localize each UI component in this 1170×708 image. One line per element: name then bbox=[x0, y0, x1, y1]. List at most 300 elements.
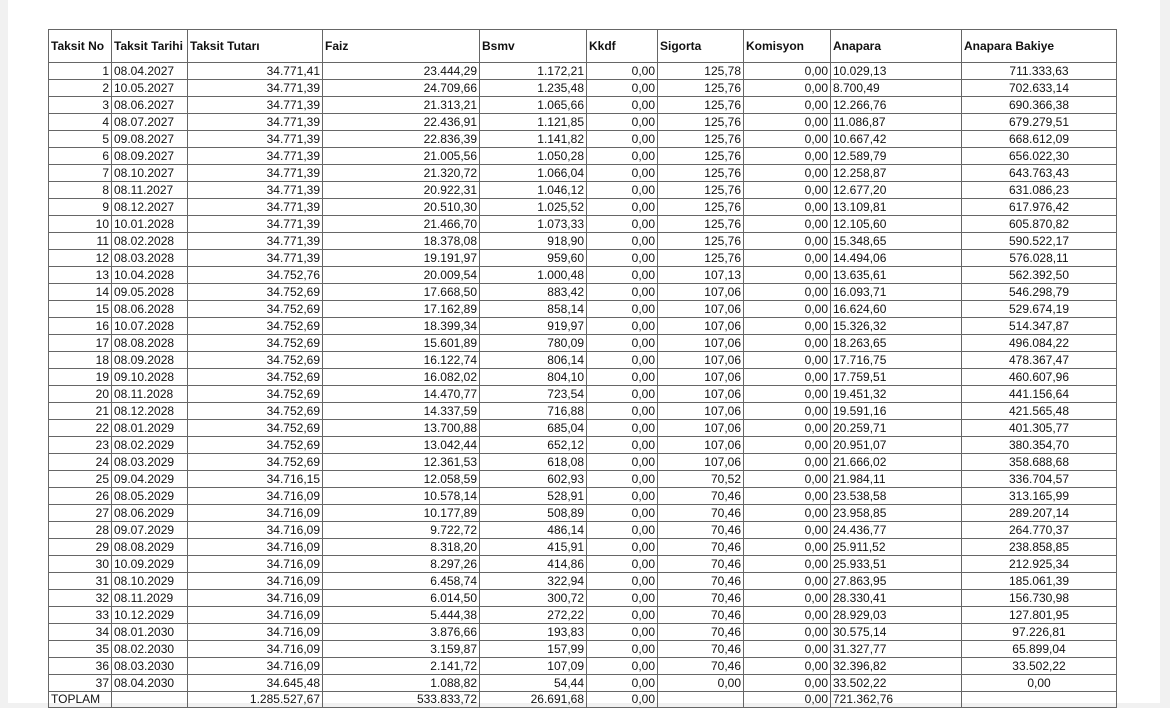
cell-kkdf: 0,00 bbox=[587, 386, 658, 403]
table-row bbox=[49, 386, 1117, 403]
cell-interest: 13.042,44 bbox=[323, 437, 480, 454]
cell-insurance: 107,06 bbox=[658, 318, 744, 335]
cell-amount: 34.771,39 bbox=[188, 250, 323, 267]
cell-bsmv: 107,09 bbox=[480, 658, 587, 675]
cell-amount: 34.752,69 bbox=[188, 284, 323, 301]
cell-balance: 668.612,09 bbox=[962, 131, 1117, 148]
cell-date: 08.10.2029 bbox=[112, 573, 188, 590]
cell-bsmv: 716,88 bbox=[480, 403, 587, 420]
cell-date: 08.01.2030 bbox=[112, 624, 188, 641]
table-row bbox=[49, 556, 1117, 573]
table-row bbox=[49, 148, 1117, 165]
table-row bbox=[49, 131, 1117, 148]
cell-date: 08.07.2027 bbox=[112, 114, 188, 131]
cell-date: 08.12.2027 bbox=[112, 199, 188, 216]
table-row bbox=[49, 675, 1117, 692]
cell-amount: 34.752,69 bbox=[188, 318, 323, 335]
cell-commission: 0,00 bbox=[744, 675, 831, 692]
header-taksit-no: Taksit No bbox=[49, 30, 112, 63]
cell-bsmv: 414,86 bbox=[480, 556, 587, 573]
table-row bbox=[49, 505, 1117, 522]
cell-bsmv: 1.141,82 bbox=[480, 131, 587, 148]
cell-principal: 19.591,16 bbox=[831, 403, 962, 420]
cell-principal: 12.266,76 bbox=[831, 97, 962, 114]
cell-principal: 28.929,03 bbox=[831, 607, 962, 624]
cell-amount: 34.771,39 bbox=[188, 80, 323, 97]
cell-principal: 10.029,13 bbox=[831, 63, 962, 80]
cell-interest: 1.088,82 bbox=[323, 675, 480, 692]
cell-date: 08.01.2029 bbox=[112, 420, 188, 437]
table-row bbox=[49, 488, 1117, 505]
cell-bsmv: 685,04 bbox=[480, 420, 587, 437]
cell-no: 11 bbox=[49, 233, 112, 250]
cell-insurance: 125,76 bbox=[658, 233, 744, 250]
cell-insurance: 125,76 bbox=[658, 114, 744, 131]
cell-date: 08.08.2029 bbox=[112, 539, 188, 556]
cell-date: 08.03.2028 bbox=[112, 250, 188, 267]
cell-principal: 21.666,02 bbox=[831, 454, 962, 471]
cell-date: 08.11.2029 bbox=[112, 590, 188, 607]
cell-principal: 20.259,71 bbox=[831, 420, 962, 437]
cell-date: 08.11.2027 bbox=[112, 182, 188, 199]
cell-amount: 34.771,41 bbox=[188, 63, 323, 80]
cell-no: 31 bbox=[49, 573, 112, 590]
table-body bbox=[49, 63, 1117, 692]
cell-kkdf: 0,00 bbox=[587, 352, 658, 369]
cell-commission: 0,00 bbox=[744, 318, 831, 335]
table-row bbox=[49, 216, 1117, 233]
cell-interest: 17.668,50 bbox=[323, 284, 480, 301]
cell-kkdf: 0,00 bbox=[587, 250, 658, 267]
cell-insurance: 70,52 bbox=[658, 471, 744, 488]
table-row bbox=[49, 590, 1117, 607]
table-row bbox=[49, 284, 1117, 301]
cell-no: 28 bbox=[49, 522, 112, 539]
cell-date: 09.08.2027 bbox=[112, 131, 188, 148]
cell-insurance: 125,78 bbox=[658, 63, 744, 80]
cell-date: 10.07.2028 bbox=[112, 318, 188, 335]
cell-bsmv: 1.000,48 bbox=[480, 267, 587, 284]
cell-kkdf: 0,00 bbox=[587, 131, 658, 148]
cell-bsmv: 1.235,48 bbox=[480, 80, 587, 97]
cell-bsmv: 528,91 bbox=[480, 488, 587, 505]
cell-bsmv: 1.172,21 bbox=[480, 63, 587, 80]
total-principal: 721.362,76 bbox=[831, 692, 962, 708]
cell-kkdf: 0,00 bbox=[587, 420, 658, 437]
cell-interest: 18.399,34 bbox=[323, 318, 480, 335]
cell-balance: 336.704,57 bbox=[962, 471, 1117, 488]
cell-no: 32 bbox=[49, 590, 112, 607]
cell-kkdf: 0,00 bbox=[587, 454, 658, 471]
cell-balance: 562.392,50 bbox=[962, 267, 1117, 284]
cell-principal: 12.589,79 bbox=[831, 148, 962, 165]
cell-amount: 34.771,39 bbox=[188, 199, 323, 216]
cell-interest: 6.014,50 bbox=[323, 590, 480, 607]
table-row bbox=[49, 318, 1117, 335]
total-row bbox=[49, 692, 1117, 708]
cell-date: 10.05.2027 bbox=[112, 80, 188, 97]
cell-no: 14 bbox=[49, 284, 112, 301]
cell-balance: 478.367,47 bbox=[962, 352, 1117, 369]
cell-commission: 0,00 bbox=[744, 590, 831, 607]
cell-kkdf: 0,00 bbox=[587, 522, 658, 539]
cell-interest: 5.444,38 bbox=[323, 607, 480, 624]
cell-commission: 0,00 bbox=[744, 624, 831, 641]
table-row bbox=[49, 522, 1117, 539]
cell-amount: 34.771,39 bbox=[188, 114, 323, 131]
cell-insurance: 70,46 bbox=[658, 539, 744, 556]
cell-principal: 12.677,20 bbox=[831, 182, 962, 199]
cell-commission: 0,00 bbox=[744, 505, 831, 522]
cell-principal: 13.635,61 bbox=[831, 267, 962, 284]
cell-principal: 12.258,87 bbox=[831, 165, 962, 182]
cell-balance: 127.801,95 bbox=[962, 607, 1117, 624]
cell-principal: 19.451,32 bbox=[831, 386, 962, 403]
cell-kkdf: 0,00 bbox=[587, 658, 658, 675]
cell-insurance: 0,00 bbox=[658, 675, 744, 692]
table-row bbox=[49, 641, 1117, 658]
cell-bsmv: 858,14 bbox=[480, 301, 587, 318]
cell-insurance: 125,76 bbox=[658, 199, 744, 216]
table-row bbox=[49, 454, 1117, 471]
cell-no: 15 bbox=[49, 301, 112, 318]
cell-balance: 529.674,19 bbox=[962, 301, 1117, 318]
cell-amount: 34.645,48 bbox=[188, 675, 323, 692]
cell-no: 13 bbox=[49, 267, 112, 284]
cell-principal: 16.093,71 bbox=[831, 284, 962, 301]
cell-interest: 13.700,88 bbox=[323, 420, 480, 437]
header-taksit-tutari: Taksit Tutarı bbox=[188, 30, 323, 63]
header-kkdf: Kkdf bbox=[587, 30, 658, 63]
cell-date: 08.12.2028 bbox=[112, 403, 188, 420]
cell-date: 08.06.2028 bbox=[112, 301, 188, 318]
cell-bsmv: 1.025,52 bbox=[480, 199, 587, 216]
cell-no: 20 bbox=[49, 386, 112, 403]
cell-amount: 34.752,69 bbox=[188, 335, 323, 352]
header-anapara: Anapara bbox=[831, 30, 962, 63]
cell-insurance: 107,06 bbox=[658, 454, 744, 471]
cell-amount: 34.716,09 bbox=[188, 590, 323, 607]
cell-commission: 0,00 bbox=[744, 335, 831, 352]
cell-bsmv: 618,08 bbox=[480, 454, 587, 471]
table-row bbox=[49, 233, 1117, 250]
cell-date: 08.10.2027 bbox=[112, 165, 188, 182]
header-komisyon: Komisyon bbox=[744, 30, 831, 63]
cell-balance: 421.565,48 bbox=[962, 403, 1117, 420]
table-row bbox=[49, 539, 1117, 556]
cell-bsmv: 157,99 bbox=[480, 641, 587, 658]
cell-date: 09.04.2029 bbox=[112, 471, 188, 488]
cell-insurance: 107,13 bbox=[658, 267, 744, 284]
total-insurance bbox=[658, 692, 744, 708]
table-row bbox=[49, 624, 1117, 641]
cell-kkdf: 0,00 bbox=[587, 216, 658, 233]
cell-bsmv: 415,91 bbox=[480, 539, 587, 556]
cell-insurance: 125,76 bbox=[658, 165, 744, 182]
cell-amount: 34.771,39 bbox=[188, 233, 323, 250]
cell-date: 08.02.2030 bbox=[112, 641, 188, 658]
total-balance bbox=[962, 692, 1117, 708]
cell-balance: 711.333,63 bbox=[962, 63, 1117, 80]
cell-insurance: 125,76 bbox=[658, 131, 744, 148]
cell-principal: 14.494,06 bbox=[831, 250, 962, 267]
cell-kkdf: 0,00 bbox=[587, 573, 658, 590]
cell-kkdf: 0,00 bbox=[587, 607, 658, 624]
table-row bbox=[49, 369, 1117, 386]
cell-insurance: 107,06 bbox=[658, 403, 744, 420]
cell-kkdf: 0,00 bbox=[587, 267, 658, 284]
cell-date: 10.01.2028 bbox=[112, 216, 188, 233]
cell-bsmv: 1.073,33 bbox=[480, 216, 587, 233]
cell-no: 35 bbox=[49, 641, 112, 658]
cell-date: 08.09.2027 bbox=[112, 148, 188, 165]
cell-commission: 0,00 bbox=[744, 199, 831, 216]
cell-no: 34 bbox=[49, 624, 112, 641]
cell-interest: 21.005,56 bbox=[323, 148, 480, 165]
cell-date: 08.04.2030 bbox=[112, 675, 188, 692]
cell-commission: 0,00 bbox=[744, 471, 831, 488]
cell-balance: 441.156,64 bbox=[962, 386, 1117, 403]
table-row bbox=[49, 80, 1117, 97]
cell-commission: 0,00 bbox=[744, 216, 831, 233]
cell-commission: 0,00 bbox=[744, 80, 831, 97]
cell-amount: 34.752,69 bbox=[188, 420, 323, 437]
cell-principal: 17.759,51 bbox=[831, 369, 962, 386]
cell-interest: 22.436,91 bbox=[323, 114, 480, 131]
cell-commission: 0,00 bbox=[744, 522, 831, 539]
cell-interest: 24.709,66 bbox=[323, 80, 480, 97]
header-anapara-bakiye: Anapara Bakiye bbox=[962, 30, 1117, 63]
cell-no: 24 bbox=[49, 454, 112, 471]
table-row bbox=[49, 573, 1117, 590]
cell-no: 10 bbox=[49, 216, 112, 233]
cell-principal: 25.911,52 bbox=[831, 539, 962, 556]
cell-amount: 34.716,15 bbox=[188, 471, 323, 488]
cell-insurance: 125,76 bbox=[658, 182, 744, 199]
cell-date: 08.03.2029 bbox=[112, 454, 188, 471]
cell-bsmv: 780,09 bbox=[480, 335, 587, 352]
cell-date: 10.09.2029 bbox=[112, 556, 188, 573]
cell-interest: 12.361,53 bbox=[323, 454, 480, 471]
cell-bsmv: 1.046,12 bbox=[480, 182, 587, 199]
cell-balance: 690.366,38 bbox=[962, 97, 1117, 114]
cell-interest: 20.009,54 bbox=[323, 267, 480, 284]
cell-balance: 514.347,87 bbox=[962, 318, 1117, 335]
cell-principal: 28.330,41 bbox=[831, 590, 962, 607]
cell-kkdf: 0,00 bbox=[587, 675, 658, 692]
cell-bsmv: 300,72 bbox=[480, 590, 587, 607]
table-row bbox=[49, 352, 1117, 369]
cell-balance: 185.061,39 bbox=[962, 573, 1117, 590]
cell-date: 08.03.2030 bbox=[112, 658, 188, 675]
cell-principal: 8.700,49 bbox=[831, 80, 962, 97]
cell-no: 6 bbox=[49, 148, 112, 165]
cell-kkdf: 0,00 bbox=[587, 369, 658, 386]
cell-principal: 20.951,07 bbox=[831, 437, 962, 454]
cell-bsmv: 193,83 bbox=[480, 624, 587, 641]
cell-no: 3 bbox=[49, 97, 112, 114]
cell-principal: 23.958,85 bbox=[831, 505, 962, 522]
cell-interest: 16.122,74 bbox=[323, 352, 480, 369]
total-commission: 0,00 bbox=[744, 692, 831, 708]
cell-balance: 238.858,85 bbox=[962, 539, 1117, 556]
cell-no: 2 bbox=[49, 80, 112, 97]
cell-commission: 0,00 bbox=[744, 386, 831, 403]
cell-commission: 0,00 bbox=[744, 301, 831, 318]
cell-kkdf: 0,00 bbox=[587, 165, 658, 182]
cell-balance: 156.730,98 bbox=[962, 590, 1117, 607]
table-row bbox=[49, 199, 1117, 216]
cell-date: 09.05.2028 bbox=[112, 284, 188, 301]
cell-insurance: 70,46 bbox=[658, 505, 744, 522]
header-taksit-tarihi: Taksit Tarihi bbox=[112, 30, 188, 63]
cell-commission: 0,00 bbox=[744, 556, 831, 573]
cell-interest: 19.191,97 bbox=[323, 250, 480, 267]
cell-commission: 0,00 bbox=[744, 250, 831, 267]
cell-interest: 3.876,66 bbox=[323, 624, 480, 641]
cell-amount: 34.752,69 bbox=[188, 301, 323, 318]
cell-insurance: 125,76 bbox=[658, 250, 744, 267]
cell-commission: 0,00 bbox=[744, 658, 831, 675]
cell-amount: 34.716,09 bbox=[188, 539, 323, 556]
cell-kkdf: 0,00 bbox=[587, 539, 658, 556]
cell-commission: 0,00 bbox=[744, 539, 831, 556]
cell-bsmv: 806,14 bbox=[480, 352, 587, 369]
cell-insurance: 70,46 bbox=[658, 607, 744, 624]
cell-no: 5 bbox=[49, 131, 112, 148]
cell-date: 09.10.2028 bbox=[112, 369, 188, 386]
cell-commission: 0,00 bbox=[744, 97, 831, 114]
cell-amount: 34.716,09 bbox=[188, 624, 323, 641]
cell-interest: 17.162,89 bbox=[323, 301, 480, 318]
cell-interest: 2.141,72 bbox=[323, 658, 480, 675]
table-row bbox=[49, 420, 1117, 437]
cell-date: 08.11.2028 bbox=[112, 386, 188, 403]
cell-balance: 617.976,42 bbox=[962, 199, 1117, 216]
cell-balance: 631.086,23 bbox=[962, 182, 1117, 199]
cell-insurance: 70,46 bbox=[658, 590, 744, 607]
cell-interest: 21.313,21 bbox=[323, 97, 480, 114]
cell-interest: 21.320,72 bbox=[323, 165, 480, 182]
cell-principal: 15.348,65 bbox=[831, 233, 962, 250]
cell-bsmv: 602,93 bbox=[480, 471, 587, 488]
cell-commission: 0,00 bbox=[744, 148, 831, 165]
cell-amount: 34.716,09 bbox=[188, 488, 323, 505]
cell-bsmv: 723,54 bbox=[480, 386, 587, 403]
cell-balance: 313.165,99 bbox=[962, 488, 1117, 505]
table-row bbox=[49, 97, 1117, 114]
cell-kkdf: 0,00 bbox=[587, 233, 658, 250]
cell-commission: 0,00 bbox=[744, 607, 831, 624]
cell-amount: 34.771,39 bbox=[188, 165, 323, 182]
cell-amount: 34.716,09 bbox=[188, 607, 323, 624]
cell-no: 23 bbox=[49, 437, 112, 454]
cell-principal: 31.327,77 bbox=[831, 641, 962, 658]
cell-no: 16 bbox=[49, 318, 112, 335]
total-interest: 533.833,72 bbox=[323, 692, 480, 708]
cell-balance: 656.022,30 bbox=[962, 148, 1117, 165]
cell-no: 22 bbox=[49, 420, 112, 437]
cell-amount: 34.771,39 bbox=[188, 182, 323, 199]
cell-amount: 34.716,09 bbox=[188, 573, 323, 590]
cell-date: 10.12.2029 bbox=[112, 607, 188, 624]
cell-no: 21 bbox=[49, 403, 112, 420]
cell-principal: 25.933,51 bbox=[831, 556, 962, 573]
cell-kkdf: 0,00 bbox=[587, 437, 658, 454]
cell-interest: 6.458,74 bbox=[323, 573, 480, 590]
cell-insurance: 107,06 bbox=[658, 386, 744, 403]
cell-commission: 0,00 bbox=[744, 182, 831, 199]
cell-balance: 643.763,43 bbox=[962, 165, 1117, 182]
cell-no: 7 bbox=[49, 165, 112, 182]
cell-commission: 0,00 bbox=[744, 233, 831, 250]
cell-kkdf: 0,00 bbox=[587, 590, 658, 607]
cell-kkdf: 0,00 bbox=[587, 182, 658, 199]
cell-interest: 22.836,39 bbox=[323, 131, 480, 148]
cell-insurance: 70,46 bbox=[658, 488, 744, 505]
cell-principal: 24.436,77 bbox=[831, 522, 962, 539]
cell-no: 29 bbox=[49, 539, 112, 556]
cell-bsmv: 652,12 bbox=[480, 437, 587, 454]
cell-no: 4 bbox=[49, 114, 112, 131]
cell-insurance: 125,76 bbox=[658, 80, 744, 97]
cell-balance: 401.305,77 bbox=[962, 420, 1117, 437]
cell-amount: 34.771,39 bbox=[188, 216, 323, 233]
cell-no: 37 bbox=[49, 675, 112, 692]
payment-schedule-table bbox=[48, 29, 1117, 708]
cell-date: 08.05.2029 bbox=[112, 488, 188, 505]
cell-insurance: 107,06 bbox=[658, 284, 744, 301]
cell-kkdf: 0,00 bbox=[587, 556, 658, 573]
cell-no: 8 bbox=[49, 182, 112, 199]
cell-date: 08.02.2028 bbox=[112, 233, 188, 250]
cell-interest: 21.466,70 bbox=[323, 216, 480, 233]
cell-insurance: 125,76 bbox=[658, 216, 744, 233]
cell-principal: 11.086,87 bbox=[831, 114, 962, 131]
total-label: TOPLAM bbox=[49, 692, 112, 708]
cell-kkdf: 0,00 bbox=[587, 403, 658, 420]
cell-kkdf: 0,00 bbox=[587, 284, 658, 301]
cell-commission: 0,00 bbox=[744, 165, 831, 182]
cell-principal: 18.263,65 bbox=[831, 335, 962, 352]
table-row bbox=[49, 301, 1117, 318]
cell-date: 08.04.2027 bbox=[112, 63, 188, 80]
cell-no: 30 bbox=[49, 556, 112, 573]
cell-kkdf: 0,00 bbox=[587, 471, 658, 488]
header-sigorta: Sigorta bbox=[658, 30, 744, 63]
cell-interest: 15.601,89 bbox=[323, 335, 480, 352]
cell-insurance: 70,46 bbox=[658, 522, 744, 539]
cell-commission: 0,00 bbox=[744, 369, 831, 386]
cell-no: 33 bbox=[49, 607, 112, 624]
table-row bbox=[49, 250, 1117, 267]
cell-date: 08.02.2029 bbox=[112, 437, 188, 454]
cell-principal: 15.326,32 bbox=[831, 318, 962, 335]
total-amount: 1.285.527,67 bbox=[188, 692, 323, 708]
cell-insurance: 125,76 bbox=[658, 148, 744, 165]
cell-balance: 212.925,34 bbox=[962, 556, 1117, 573]
cell-balance: 0,00 bbox=[962, 675, 1117, 692]
cell-amount: 34.752,69 bbox=[188, 454, 323, 471]
cell-insurance: 70,46 bbox=[658, 556, 744, 573]
table-row bbox=[49, 114, 1117, 131]
cell-amount: 34.752,76 bbox=[188, 267, 323, 284]
cell-kkdf: 0,00 bbox=[587, 335, 658, 352]
cell-insurance: 70,46 bbox=[658, 641, 744, 658]
cell-balance: 590.522,17 bbox=[962, 233, 1117, 250]
cell-kkdf: 0,00 bbox=[587, 301, 658, 318]
cell-amount: 34.771,39 bbox=[188, 131, 323, 148]
